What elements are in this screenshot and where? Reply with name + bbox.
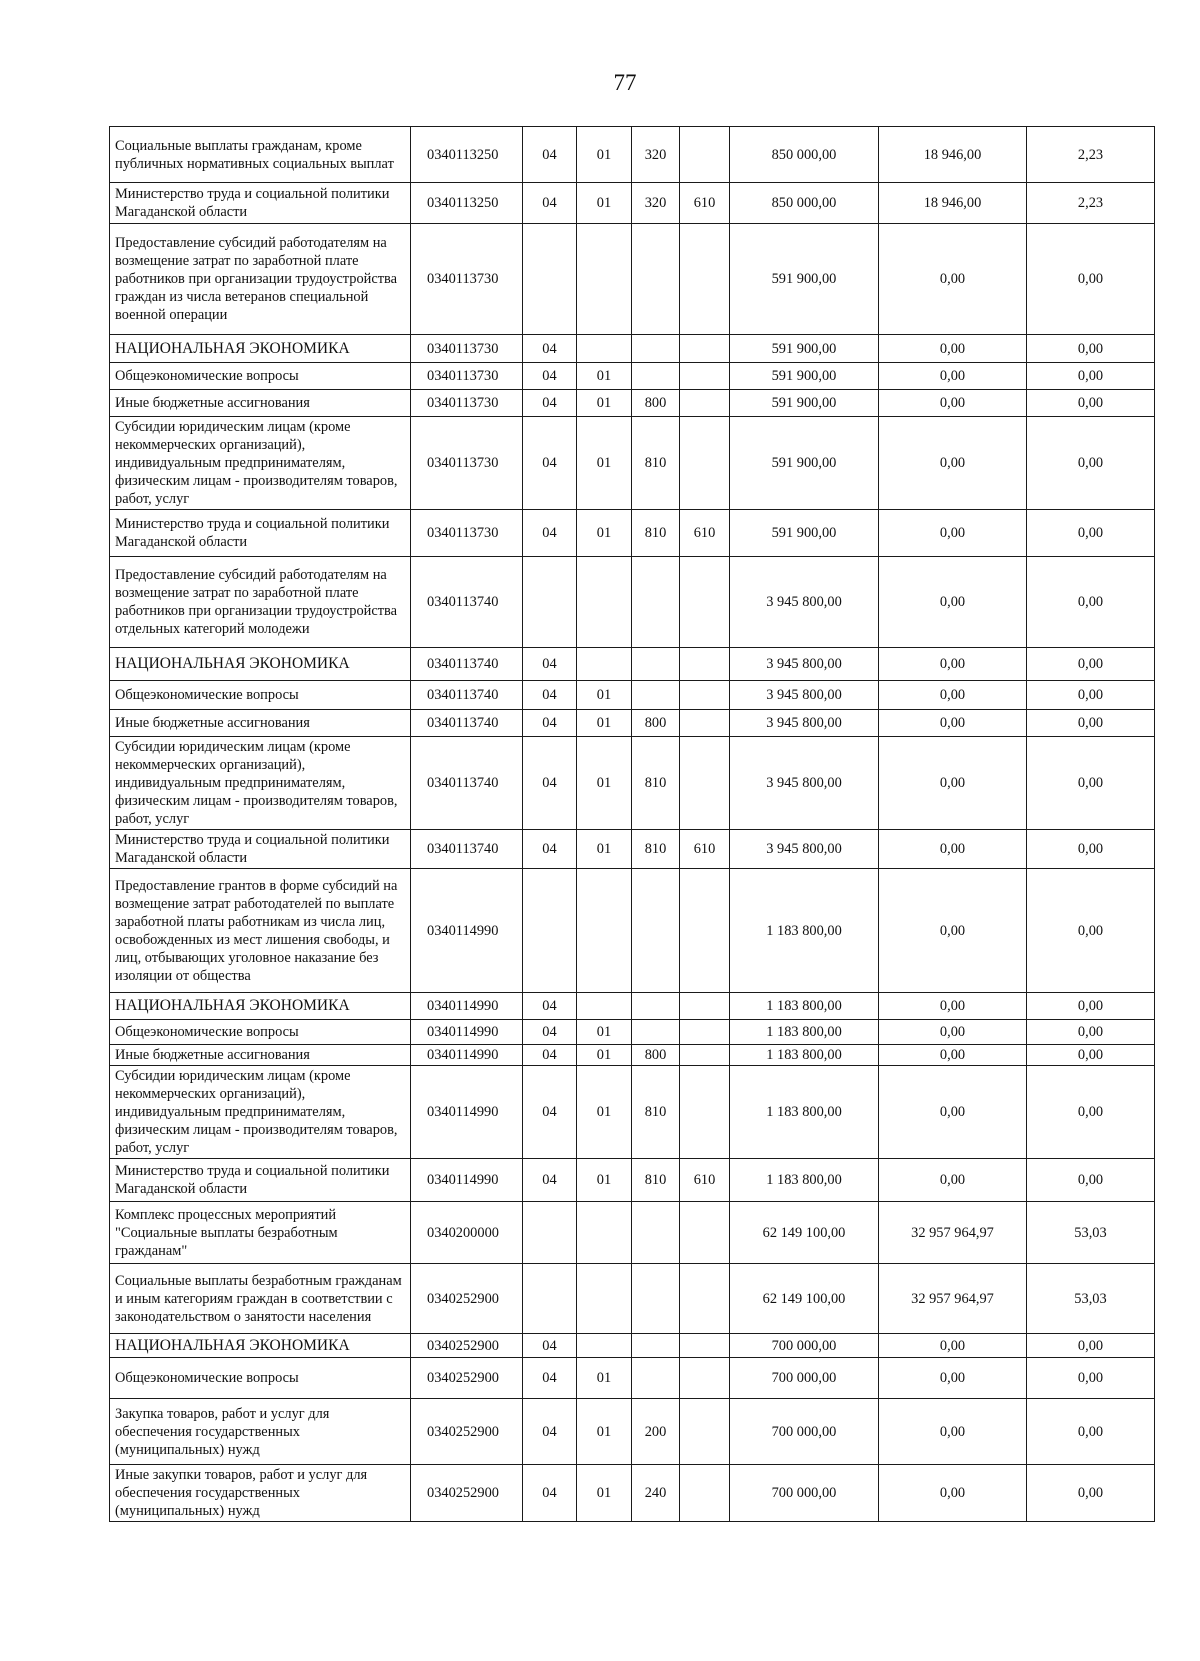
table-row bbox=[110, 1399, 1155, 1465]
cell-target-code: 0340113730 bbox=[411, 363, 523, 390]
cell-administrator bbox=[680, 335, 730, 363]
table-row bbox=[110, 510, 1155, 557]
cell-section: 04 bbox=[523, 1465, 577, 1522]
cell-name: Министерство труда и социальной политики Магаданской области bbox=[110, 183, 411, 224]
cell-executed: 0,00 bbox=[879, 1399, 1027, 1465]
cell-target-code: 0340114990 bbox=[411, 1045, 523, 1066]
cell-executed: 0,00 bbox=[879, 1066, 1027, 1159]
cell-name: Министерство труда и социальной политики Магаданской области bbox=[110, 830, 411, 869]
cell-name: Общеэкономические вопросы bbox=[110, 1020, 411, 1045]
cell-percent: 0,00 bbox=[1027, 510, 1155, 557]
cell-name: Социальные выплаты безработным гражданам и иным категориям граждан в соответствии с законодательством о занятости населения bbox=[110, 1264, 411, 1334]
table-row bbox=[110, 183, 1155, 224]
cell-subsection: 01 bbox=[577, 1358, 632, 1399]
cell-executed: 0,00 bbox=[879, 1465, 1027, 1522]
cell-planned: 3 945 800,00 bbox=[730, 710, 879, 737]
cell-planned: 1 183 800,00 bbox=[730, 1020, 879, 1045]
cell-planned: 700 000,00 bbox=[730, 1465, 879, 1522]
cell-section: 04 bbox=[523, 1358, 577, 1399]
cell-percent: 0,00 bbox=[1027, 224, 1155, 335]
cell-target-code: 0340114990 bbox=[411, 1066, 523, 1159]
table-row bbox=[110, 648, 1155, 681]
cell-target-code: 0340114990 bbox=[411, 869, 523, 993]
cell-administrator bbox=[680, 993, 730, 1020]
cell-target-code: 0340113250 bbox=[411, 183, 523, 224]
table-row bbox=[110, 830, 1155, 869]
cell-percent: 0,00 bbox=[1027, 1465, 1155, 1522]
cell-executed: 0,00 bbox=[879, 737, 1027, 830]
cell-planned: 3 945 800,00 bbox=[730, 830, 879, 869]
cell-expense-type bbox=[632, 335, 680, 363]
cell-percent: 0,00 bbox=[1027, 1066, 1155, 1159]
cell-section: 04 bbox=[523, 681, 577, 710]
cell-target-code: 0340252900 bbox=[411, 1334, 523, 1358]
cell-expense-type: 800 bbox=[632, 390, 680, 417]
cell-planned: 700 000,00 bbox=[730, 1358, 879, 1399]
cell-name: Иные закупки товаров, работ и услуг для обеспечения государственных (муниципальных) нужд bbox=[110, 1465, 411, 1522]
cell-planned: 1 183 800,00 bbox=[730, 1045, 879, 1066]
cell-administrator bbox=[680, 363, 730, 390]
cell-section bbox=[523, 224, 577, 335]
cell-administrator bbox=[680, 869, 730, 993]
cell-administrator bbox=[680, 1264, 730, 1334]
cell-target-code: 0340252900 bbox=[411, 1465, 523, 1522]
cell-subsection bbox=[577, 993, 632, 1020]
cell-administrator bbox=[680, 710, 730, 737]
cell-planned: 850 000,00 bbox=[730, 183, 879, 224]
cell-target-code: 0340113740 bbox=[411, 648, 523, 681]
cell-expense-type bbox=[632, 648, 680, 681]
cell-percent: 0,00 bbox=[1027, 1020, 1155, 1045]
cell-subsection: 01 bbox=[577, 681, 632, 710]
table-row bbox=[110, 681, 1155, 710]
cell-name: Субсидии юридическим лицам (кроме некоммерческих организаций), индивидуальным предпринимателям, физическим лицам - производителям товаров, работ, услуг bbox=[110, 417, 411, 510]
cell-subsection: 01 bbox=[577, 183, 632, 224]
cell-executed: 0,00 bbox=[879, 869, 1027, 993]
cell-expense-type bbox=[632, 557, 680, 648]
cell-name: Иные бюджетные ассигнования bbox=[110, 1045, 411, 1066]
table-row bbox=[110, 1045, 1155, 1066]
cell-name: Субсидии юридическим лицам (кроме некоммерческих организаций), индивидуальным предпринимателям, физическим лицам - производителям товаров, работ, услуг bbox=[110, 737, 411, 830]
table-row bbox=[110, 1358, 1155, 1399]
cell-name: Общеэкономические вопросы bbox=[110, 363, 411, 390]
cell-section bbox=[523, 1264, 577, 1334]
cell-subsection: 01 bbox=[577, 1045, 632, 1066]
table-row bbox=[110, 1202, 1155, 1264]
cell-percent: 0,00 bbox=[1027, 557, 1155, 648]
cell-administrator bbox=[680, 557, 730, 648]
cell-section: 04 bbox=[523, 1159, 577, 1202]
table-row bbox=[110, 737, 1155, 830]
cell-subsection: 01 bbox=[577, 830, 632, 869]
cell-expense-type bbox=[632, 1358, 680, 1399]
cell-executed: 0,00 bbox=[879, 363, 1027, 390]
cell-subsection: 01 bbox=[577, 417, 632, 510]
cell-section bbox=[523, 1202, 577, 1264]
table-row bbox=[110, 1465, 1155, 1522]
cell-planned: 3 945 800,00 bbox=[730, 681, 879, 710]
cell-planned: 3 945 800,00 bbox=[730, 648, 879, 681]
cell-subsection: 01 bbox=[577, 1399, 632, 1465]
cell-target-code: 0340200000 bbox=[411, 1202, 523, 1264]
cell-target-code: 0340113730 bbox=[411, 510, 523, 557]
cell-target-code: 0340252900 bbox=[411, 1264, 523, 1334]
cell-percent: 0,00 bbox=[1027, 830, 1155, 869]
cell-planned: 700 000,00 bbox=[730, 1334, 879, 1358]
cell-administrator bbox=[680, 1358, 730, 1399]
cell-name: НАЦИОНАЛЬНАЯ ЭКОНОМИКА bbox=[110, 335, 411, 363]
cell-target-code: 0340113730 bbox=[411, 390, 523, 417]
cell-planned: 62 149 100,00 bbox=[730, 1202, 879, 1264]
cell-section: 04 bbox=[523, 417, 577, 510]
cell-percent: 53,03 bbox=[1027, 1202, 1155, 1264]
cell-name: НАЦИОНАЛЬНАЯ ЭКОНОМИКА bbox=[110, 648, 411, 681]
cell-administrator bbox=[680, 1045, 730, 1066]
cell-administrator bbox=[680, 224, 730, 335]
cell-subsection: 01 bbox=[577, 1465, 632, 1522]
cell-expense-type bbox=[632, 363, 680, 390]
cell-executed: 0,00 bbox=[879, 224, 1027, 335]
cell-expense-type: 320 bbox=[632, 183, 680, 224]
cell-section: 04 bbox=[523, 127, 577, 183]
cell-expense-type bbox=[632, 224, 680, 335]
cell-section: 04 bbox=[523, 1066, 577, 1159]
cell-planned: 1 183 800,00 bbox=[730, 1159, 879, 1202]
cell-administrator bbox=[680, 390, 730, 417]
cell-planned: 591 900,00 bbox=[730, 224, 879, 335]
cell-name: Комплекс процессных мероприятий "Социальные выплаты безработным гражданам" bbox=[110, 1202, 411, 1264]
cell-target-code: 0340113250 bbox=[411, 127, 523, 183]
cell-planned: 62 149 100,00 bbox=[730, 1264, 879, 1334]
cell-executed: 18 946,00 bbox=[879, 127, 1027, 183]
cell-planned: 3 945 800,00 bbox=[730, 737, 879, 830]
cell-section: 04 bbox=[523, 1045, 577, 1066]
cell-expense-type: 240 bbox=[632, 1465, 680, 1522]
cell-executed: 0,00 bbox=[879, 335, 1027, 363]
cell-subsection: 01 bbox=[577, 363, 632, 390]
cell-target-code: 0340113730 bbox=[411, 417, 523, 510]
cell-administrator bbox=[680, 681, 730, 710]
cell-executed: 0,00 bbox=[879, 1045, 1027, 1066]
table-row bbox=[110, 1020, 1155, 1045]
cell-administrator bbox=[680, 1399, 730, 1465]
cell-planned: 591 900,00 bbox=[730, 510, 879, 557]
cell-target-code: 0340252900 bbox=[411, 1358, 523, 1399]
cell-section: 04 bbox=[523, 1020, 577, 1045]
table-row bbox=[110, 224, 1155, 335]
cell-administrator bbox=[680, 417, 730, 510]
table-row bbox=[110, 417, 1155, 510]
cell-name: Предоставление субсидий работодателям на возмещение затрат по заработной плате работников при организации трудоустройства отдельных категорий молодежи bbox=[110, 557, 411, 648]
cell-expense-type: 810 bbox=[632, 417, 680, 510]
cell-target-code: 0340113740 bbox=[411, 710, 523, 737]
cell-percent: 2,23 bbox=[1027, 127, 1155, 183]
cell-executed: 0,00 bbox=[879, 1159, 1027, 1202]
table-row bbox=[110, 390, 1155, 417]
cell-section: 04 bbox=[523, 1334, 577, 1358]
cell-expense-type: 200 bbox=[632, 1399, 680, 1465]
cell-executed: 0,00 bbox=[879, 557, 1027, 648]
cell-administrator: 610 bbox=[680, 830, 730, 869]
cell-subsection: 01 bbox=[577, 1066, 632, 1159]
cell-expense-type bbox=[632, 1264, 680, 1334]
cell-percent: 0,00 bbox=[1027, 1159, 1155, 1202]
table-row bbox=[110, 1066, 1155, 1159]
cell-name: Субсидии юридическим лицам (кроме некоммерческих организаций), индивидуальным предпринимателям, физическим лицам - производителям товаров, работ, услуг bbox=[110, 1066, 411, 1159]
cell-percent: 0,00 bbox=[1027, 363, 1155, 390]
table-row bbox=[110, 363, 1155, 390]
cell-expense-type: 320 bbox=[632, 127, 680, 183]
cell-name: НАЦИОНАЛЬНАЯ ЭКОНОМИКА bbox=[110, 993, 411, 1020]
cell-target-code: 0340113740 bbox=[411, 681, 523, 710]
cell-subsection: 01 bbox=[577, 510, 632, 557]
cell-name: Иные бюджетные ассигнования bbox=[110, 390, 411, 417]
table-row bbox=[110, 993, 1155, 1020]
cell-percent: 0,00 bbox=[1027, 869, 1155, 993]
cell-subsection bbox=[577, 1202, 632, 1264]
table-row bbox=[110, 1159, 1155, 1202]
cell-subsection bbox=[577, 1334, 632, 1358]
cell-section: 04 bbox=[523, 710, 577, 737]
cell-executed: 0,00 bbox=[879, 1334, 1027, 1358]
cell-administrator bbox=[680, 648, 730, 681]
cell-expense-type bbox=[632, 869, 680, 993]
table-row bbox=[110, 710, 1155, 737]
cell-name: Общеэкономические вопросы bbox=[110, 1358, 411, 1399]
cell-percent: 0,00 bbox=[1027, 417, 1155, 510]
cell-percent: 0,00 bbox=[1027, 710, 1155, 737]
budget-table bbox=[109, 126, 1155, 1522]
cell-expense-type: 800 bbox=[632, 1045, 680, 1066]
cell-section: 04 bbox=[523, 648, 577, 681]
table-row bbox=[110, 1334, 1155, 1358]
cell-executed: 0,00 bbox=[879, 1020, 1027, 1045]
table-body bbox=[110, 127, 1155, 1522]
cell-name: Предоставление субсидий работодателям на возмещение затрат по заработной плате работников при организации трудоустройства граждан из числа ветеранов специальной военной операции bbox=[110, 224, 411, 335]
table-row bbox=[110, 557, 1155, 648]
cell-percent: 0,00 bbox=[1027, 1334, 1155, 1358]
cell-section: 04 bbox=[523, 993, 577, 1020]
cell-percent: 0,00 bbox=[1027, 1399, 1155, 1465]
cell-administrator bbox=[680, 1066, 730, 1159]
cell-percent: 0,00 bbox=[1027, 737, 1155, 830]
cell-target-code: 0340252900 bbox=[411, 1399, 523, 1465]
cell-percent: 0,00 bbox=[1027, 681, 1155, 710]
cell-planned: 591 900,00 bbox=[730, 335, 879, 363]
cell-planned: 1 183 800,00 bbox=[730, 869, 879, 993]
cell-executed: 0,00 bbox=[879, 681, 1027, 710]
cell-subsection bbox=[577, 648, 632, 681]
cell-target-code: 0340114990 bbox=[411, 993, 523, 1020]
cell-section: 04 bbox=[523, 390, 577, 417]
cell-administrator bbox=[680, 1202, 730, 1264]
cell-target-code: 0340113740 bbox=[411, 737, 523, 830]
cell-target-code: 0340113740 bbox=[411, 557, 523, 648]
cell-percent: 0,00 bbox=[1027, 648, 1155, 681]
cell-section bbox=[523, 557, 577, 648]
cell-planned: 1 183 800,00 bbox=[730, 993, 879, 1020]
table-row bbox=[110, 869, 1155, 993]
cell-subsection: 01 bbox=[577, 1159, 632, 1202]
cell-executed: 32 957 964,97 bbox=[879, 1202, 1027, 1264]
cell-name: Иные бюджетные ассигнования bbox=[110, 710, 411, 737]
cell-percent: 0,00 bbox=[1027, 335, 1155, 363]
cell-expense-type bbox=[632, 1202, 680, 1264]
table-row bbox=[110, 1264, 1155, 1334]
cell-target-code: 0340113730 bbox=[411, 335, 523, 363]
cell-expense-type bbox=[632, 681, 680, 710]
cell-subsection bbox=[577, 869, 632, 993]
cell-target-code: 0340113740 bbox=[411, 830, 523, 869]
cell-expense-type: 810 bbox=[632, 737, 680, 830]
table-row bbox=[110, 335, 1155, 363]
cell-executed: 0,00 bbox=[879, 830, 1027, 869]
cell-administrator bbox=[680, 127, 730, 183]
cell-administrator bbox=[680, 1465, 730, 1522]
cell-subsection bbox=[577, 557, 632, 648]
page-number: 77 bbox=[613, 70, 637, 95]
cell-executed: 0,00 bbox=[879, 1358, 1027, 1399]
cell-name: Закупка товаров, работ и услуг для обеспечения государственных (муниципальных) нужд bbox=[110, 1399, 411, 1465]
cell-percent: 0,00 bbox=[1027, 1045, 1155, 1066]
cell-percent: 0,00 bbox=[1027, 993, 1155, 1020]
cell-executed: 0,00 bbox=[879, 993, 1027, 1020]
cell-name: Общеэкономические вопросы bbox=[110, 681, 411, 710]
cell-section: 04 bbox=[523, 830, 577, 869]
cell-subsection: 01 bbox=[577, 127, 632, 183]
cell-subsection: 01 bbox=[577, 390, 632, 417]
cell-planned: 700 000,00 bbox=[730, 1399, 879, 1465]
cell-percent: 0,00 bbox=[1027, 1358, 1155, 1399]
cell-expense-type bbox=[632, 1334, 680, 1358]
cell-subsection: 01 bbox=[577, 1020, 632, 1045]
cell-subsection: 01 bbox=[577, 710, 632, 737]
cell-percent: 53,03 bbox=[1027, 1264, 1155, 1334]
cell-expense-type bbox=[632, 993, 680, 1020]
cell-section bbox=[523, 869, 577, 993]
cell-administrator bbox=[680, 1334, 730, 1358]
cell-subsection: 01 bbox=[577, 737, 632, 830]
cell-executed: 0,00 bbox=[879, 417, 1027, 510]
cell-target-code: 0340114990 bbox=[411, 1020, 523, 1045]
cell-executed: 0,00 bbox=[879, 648, 1027, 681]
cell-administrator: 610 bbox=[680, 183, 730, 224]
cell-subsection bbox=[577, 224, 632, 335]
cell-expense-type bbox=[632, 1020, 680, 1045]
cell-administrator bbox=[680, 737, 730, 830]
cell-name: Министерство труда и социальной политики Магаданской области bbox=[110, 1159, 411, 1202]
cell-planned: 850 000,00 bbox=[730, 127, 879, 183]
cell-target-code: 0340113730 bbox=[411, 224, 523, 335]
cell-executed: 0,00 bbox=[879, 390, 1027, 417]
cell-section: 04 bbox=[523, 510, 577, 557]
cell-planned: 591 900,00 bbox=[730, 417, 879, 510]
cell-expense-type: 810 bbox=[632, 830, 680, 869]
cell-percent: 0,00 bbox=[1027, 390, 1155, 417]
cell-section: 04 bbox=[523, 183, 577, 224]
cell-expense-type: 810 bbox=[632, 1066, 680, 1159]
cell-planned: 591 900,00 bbox=[730, 390, 879, 417]
cell-subsection bbox=[577, 335, 632, 363]
cell-section: 04 bbox=[523, 363, 577, 390]
cell-section: 04 bbox=[523, 335, 577, 363]
cell-target-code: 0340114990 bbox=[411, 1159, 523, 1202]
cell-subsection bbox=[577, 1264, 632, 1334]
cell-percent: 2,23 bbox=[1027, 183, 1155, 224]
cell-executed: 0,00 bbox=[879, 710, 1027, 737]
cell-administrator: 610 bbox=[680, 1159, 730, 1202]
cell-name: Социальные выплаты гражданам, кроме публичных нормативных социальных выплат bbox=[110, 127, 411, 183]
table-row bbox=[110, 127, 1155, 183]
cell-planned: 591 900,00 bbox=[730, 363, 879, 390]
cell-name: Министерство труда и социальной политики Магаданской области bbox=[110, 510, 411, 557]
cell-section: 04 bbox=[523, 1399, 577, 1465]
cell-executed: 32 957 964,97 bbox=[879, 1264, 1027, 1334]
cell-planned: 3 945 800,00 bbox=[730, 557, 879, 648]
cell-section: 04 bbox=[523, 737, 577, 830]
cell-expense-type: 800 bbox=[632, 710, 680, 737]
cell-name: НАЦИОНАЛЬНАЯ ЭКОНОМИКА bbox=[110, 1334, 411, 1358]
cell-executed: 0,00 bbox=[879, 510, 1027, 557]
cell-executed: 18 946,00 bbox=[879, 183, 1027, 224]
cell-administrator: 610 bbox=[680, 510, 730, 557]
cell-name: Предоставление грантов в форме субсидий на возмещение затрат работодателей по выплате заработной платы работникам из числа лиц, освобожденных из мест лишения свободы, и лиц, отбывающих уголовное наказание без изоляции от общества bbox=[110, 869, 411, 993]
cell-expense-type: 810 bbox=[632, 1159, 680, 1202]
cell-expense-type: 810 bbox=[632, 510, 680, 557]
cell-administrator bbox=[680, 1020, 730, 1045]
cell-planned: 1 183 800,00 bbox=[730, 1066, 879, 1159]
